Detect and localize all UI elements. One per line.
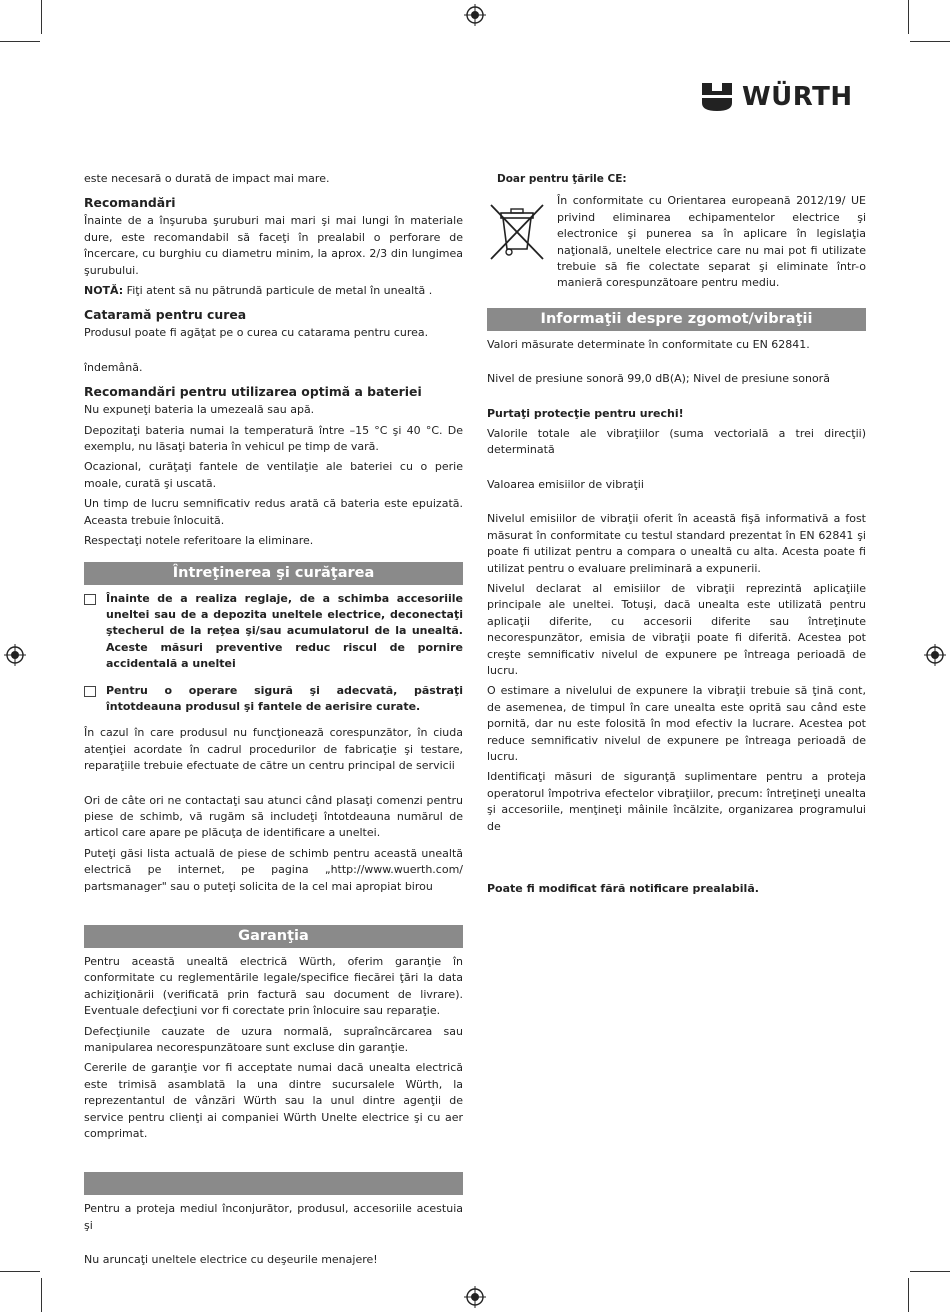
registration-mark-icon: [464, 4, 486, 26]
paragraph: Produsul poate fi agăţat pe o curea cu catarama pentru curea.: [84, 326, 429, 340]
paragraph: Valoarea emisiilor de vibraţii: [487, 477, 644, 491]
note-text: Fiţi atent să nu pătrundă particule de metal în unealtă .: [123, 284, 433, 298]
registration-mark-icon: [4, 644, 26, 666]
checklist-item: [84, 683, 463, 716]
paragraph: Respectaţi notele referitoare la eliminare.: [84, 534, 314, 548]
paragraph: Înainte de a înşuruba şuruburi mai mari şi mai lungi în materiale dure, este recomandabil să faceţi în prealabil o perforare de încercare, cu burghiu cu diametru minim, la aprox. 2/3 din lungimea şurubului.: [84, 214, 463, 277]
paragraph: Valori măsurate determinate în conformitate cu EN 62841.: [487, 337, 810, 351]
crop-mark: [0, 41, 40, 42]
paragraph: Un timp de lucru semnificativ redus arată că bateria este epuizată. Aceasta trebuie înlocuită.: [84, 497, 463, 527]
note: [84, 283, 463, 299]
section-bar-eliminare: [84, 1172, 463, 1195]
section-bar-zgomot: Informaţii despre zgomot/vibraţii: [487, 308, 866, 331]
paragraph: Cererile de garanţie vor fi acceptate numai dacă unealta electrică este trimisă asamblată la una dintre sucursalele Würth, la reprezentantul de vânzări Würth sau la unul dintre agenţii de service pentru clienţi ai companiei Würth Unelte electrice şi cu aer comprimat.: [84, 1061, 463, 1141]
paragraph: Nu expuneţi bateria la umezeală sau apă.: [84, 403, 315, 417]
crop-mark: [41, 1278, 42, 1312]
section-heading: Recomandări: [84, 195, 176, 211]
left-column: [84, 171, 463, 1273]
paragraph: Nivelul declarat al emisiilor de vibraţii reprezintă aplicaţiile principale ale uneltei. Totuşi, dacă unealta este utilizată pentru aplicaţii diferite, cu accesorii diferite sau întreţinute necorespunzător, emisia de vibraţii poate fi diferită. Acestea pot creşte semnificativ nivelul de expunere pe întreaga perioadă de lucru.: [487, 581, 866, 677]
paragraph: O estimare a nivelului de expunere la vibraţii trebuie să ţină cont, de asemenea, de timpul în care unealta este oprită sau când este pornită, dar nu este folosită în mod efectiv la lucrare. Acestea pot reduce semnificativ nivelul de expunere pe întreaga perioadă de lucru.: [487, 684, 866, 763]
brand-logo: [700, 80, 853, 114]
checkbox-icon: [84, 594, 96, 605]
section-heading: Cataramă pentru curea: [84, 307, 247, 323]
footer-note: Poate fi modificat fără notificare prealabilă.: [487, 882, 759, 895]
wurth-logo-icon: [700, 81, 734, 113]
registration-mark-icon: [924, 644, 946, 666]
crop-mark: [41, 0, 42, 34]
crop-mark: [910, 41, 950, 42]
checklist-text: Înainte de a realiza reglaje, de a schimba accesoriile uneltei sau de a depozita uneltele electrice, deconectaţi ştecherul de la reţea şi/sau acumulatorul de la unealtă. Aceste măsuri preventive reduc riscul de pornire accidentală a uneltei: [106, 591, 463, 671]
crop-mark: [910, 1271, 950, 1272]
registration-mark-icon: [464, 1286, 486, 1308]
paragraph: Nivelul emisiilor de vibraţii oferit în această fişă informativă a fost măsurat în conformitate cu testul standard prezentat în EN 62841 şi poate fi utilizat pentru a compara o unealtă cu alta. Acesta poate fi utilizat pentru o evaluare preliminară a expunerii.: [487, 512, 866, 575]
section-bar-intretinere: Întreţinerea şi curăţarea: [84, 562, 463, 585]
crossed-bin-icon: [487, 203, 547, 261]
crop-mark: [908, 1278, 909, 1312]
right-column: [487, 171, 866, 901]
paragraph: Valorile totale ale vibraţiilor (suma vectorială a trei direcţii) determinată: [487, 427, 866, 457]
paragraph: Identificaţi măsuri de siguranţă suplimentare pentru a proteja operatorul împotriva efectelor vibraţiilor, precum: întreţineţi unealta şi accesoriile, menţineţi mâinile încălzite, organizarea programului de: [487, 770, 866, 833]
ce-block: [487, 193, 866, 295]
paragraph: Nu aruncaţi uneltele electrice cu deşeurile menajere!: [84, 1253, 378, 1267]
paragraph: În cazul în care produsul nu funcţionează corespunzător, în ciuda atenţiei acordate în cadrul procedurilor de fabricaţie şi testare, reparaţiile trebuie efectuate de către un centru principal de servicii: [84, 726, 463, 773]
ce-text: În conformitate cu Orientarea europeană 2012/19/ UE privind eliminarea echipamentelor electrice şi electronice şi punerea sa în aplicare în legislaţia naţională, uneltele electrice care nu mai pot fi utilizate trebuie să fie colectate separat şi eliminate într-o manieră corespunzătoare pentru mediu.: [557, 194, 866, 290]
warning-text: Purtaţi protecţie pentru urechi!: [487, 406, 684, 420]
paragraph: Depozitaţi bateria numai la temperatură între –15 °C şi 40 °C. De exemplu, nu lăsaţi bateria în vehicul pe timp de vară.: [84, 423, 463, 454]
section-heading: Recomandări pentru utilizarea optimă a bateriei: [84, 384, 422, 400]
checklist-item: [84, 591, 463, 673]
note-label: NOTĂ:: [84, 284, 124, 298]
paragraph: Defecţiunile cauzate de uzura normală, supraîncărcarea sau manipularea necorespunzătoare sunt excluse din garanţie.: [84, 1024, 463, 1055]
intro-text: este necesară o durată de impact mai mare.: [84, 172, 330, 185]
paragraph: îndemână.: [84, 360, 143, 374]
paragraph: Nivel de presiune sonoră 99,0 dB(A); Nivel de presiune sonoră: [487, 372, 830, 386]
paragraph: Puteţi găsi lista actuală de piese de schimb pentru această unealtă electrică pe internet, pe pagina „http://www.wuerth.com/ partsmanager" sau o puteţi solicita de la cel mai apropiat birou: [84, 846, 463, 893]
crop-mark: [0, 1271, 40, 1272]
paragraph: Pentru a proteja mediul înconjurător, produsul, accesoriile acestuia şi: [84, 1202, 463, 1232]
crop-mark: [908, 0, 909, 34]
section-bar-garantia: Garanţia: [84, 925, 463, 948]
paragraph: Pentru această unealtă electrică Würth, oferim garanţie în conformitate cu reglementările legale/specifice fiecărei ţări la data achiziţionării (verificată prin factură sau document de livrare). Eventuale defecţiuni vor fi corectate prin înlocuire sau reparaţie.: [84, 955, 463, 1018]
paragraph: Ocazional, curăţaţi fantele de ventilaţie ale bateriei cu o perie moale, curată şi uscată.: [84, 460, 463, 490]
ce-title: Doar pentru ţările CE:: [497, 173, 627, 185]
checkbox-icon: [84, 686, 96, 697]
checklist-text: Pentru o operare sigură şi adecvată, păstraţi întotdeauna produsul şi fantele de aerisire curate.: [106, 683, 463, 713]
paragraph: Ori de câte ori ne contactaţi sau atunci când plasaţi comenzi pentru piese de schimb, vă rugăm să includeţi întotdeauna numărul de articol care apare pe plăcuţa de identificare a uneltei.: [84, 793, 463, 840]
brand-name: WÜRTH: [742, 82, 853, 112]
